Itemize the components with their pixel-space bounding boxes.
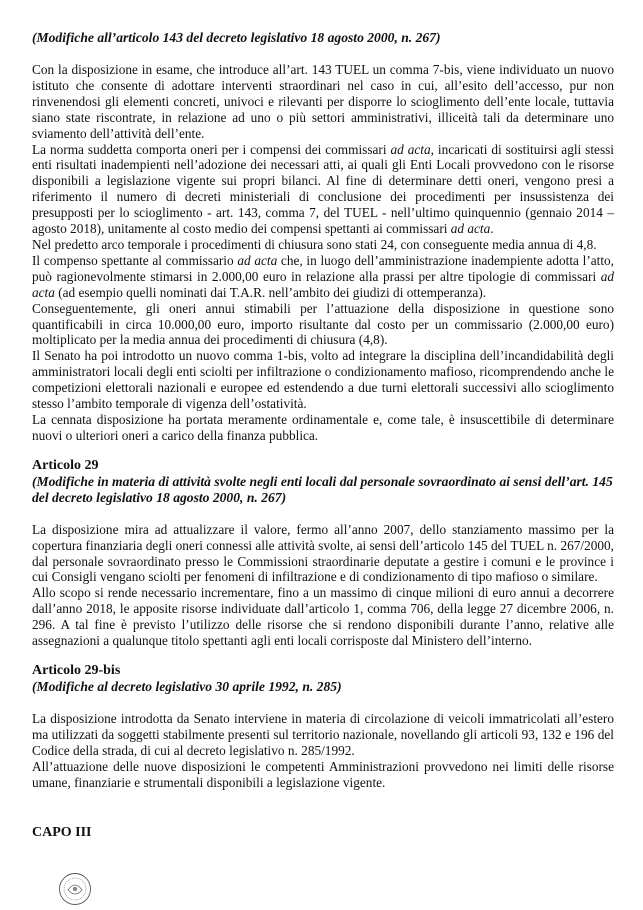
paragraph-text: (ad esempio quelli nominati dai T.A.R. nell’ambito dei giudizi di ottemperanza).: [54, 284, 487, 300]
paragraph: [32, 759, 614, 791]
paragraph-text: , incaricati di sostituirsi agli stessi enti risultati inadempienti nell’adozione dei necessari atti, ai quali gli Enti Locali provvedono con le risorse disponibili a legislazione vigente sui propri bilanci. Al fine di determinare detti oneri, vengono presi a riferimento il numero di decreti ministeriali di conclusione dei procedimenti per insussistenza dei presupposti per lo scioglimento - art. 143, comma 7, del TUEL - nell’ultimo quinquennio (gennaio 2014 – agosto 2018), unitamente al costo medio dei compensi spettanti ai commissari: [32, 141, 614, 237]
paragraph-text: La disposizione mira ad attualizzare il valore, fermo all’anno 2007, dello stanziamento massimo per la copertura finanziaria degli oneri connessi alle attività svolte, ai sensi dell’articolo 145 del TUEL n. 267/2000, dal personale sovraordinato presso le Commissioni straordinarie deputate a gestire i comuni e le province i cui Consigli vengano sciolti per fenomeni di infiltrazione e di condizionamento di tipo mafioso o similare.: [32, 521, 614, 585]
paragraph: [32, 301, 614, 349]
art29bis-heading: (Modifiche al decreto legislativo 30 aprile 1992, n. 285): [32, 679, 342, 694]
paragraph: [32, 522, 614, 586]
paragraph-text: .: [490, 221, 494, 237]
paragraph: [32, 253, 614, 301]
paragraph-text: Nel predetto arco temporale i procedimenti di chiusura sono stati 24, con conseguente media annua di 4,8.: [32, 236, 597, 252]
paragraph-text: Il Senato ha poi introdotto un nuovo comma 1-bis, volto ad integrare la disciplina dell’incandidabilità degli amministratori locali degli enti sciolti per infiltrazione o condizionamento mafioso, ricomprendendo anche le competizioni elettorali nazionali e europee ed estendendo a due turni elettorali successivi allo scioglimento stesso l’ambito temporale di vigenza dell’ostatività.: [32, 348, 614, 412]
paragraph-text: Con la disposizione in esame, che introduce all’art. 143 TUEL un comma 7-bis, viene individuato un nuovo istituto che consente di adottare interventi straordinari nel caso in cui, all’esito dell’accesso, pur non rinvenendosi gli elementi concreti, univoci e rilevanti per disporre lo scioglimento dell’ente locale, tuttavia siano state riscontrate, in relazione ad uno o più settori amministrativi, illiceità tali da determinare uno sviamento dell’attività dell’ente.: [32, 62, 614, 141]
document-page: [32, 30, 614, 841]
art28-heading: (Modifiche all’articolo 143 del decreto legislativo 18 agosto 2000, n. 267): [32, 30, 441, 45]
paragraph: [32, 412, 614, 444]
paragraph: [32, 62, 614, 142]
paragraph: [32, 348, 614, 412]
art29bis-body: [32, 711, 614, 791]
italic-term: ad acta: [237, 252, 278, 268]
paragraph-text: La norma suddetta comporta oneri per i compensi dei commissari: [32, 141, 391, 157]
paragraph: [32, 142, 614, 237]
italic-term: ad acta: [450, 221, 491, 237]
art29-heading: (Modifiche in materia di attività svolte negli enti locali dal personale sovraordinato ai sensi dell’art. 145 del decreto legislativo 18 agosto 2000, n. 267): [32, 473, 613, 505]
capo-heading: CAPO III: [32, 824, 92, 840]
paragraph-text: che, in luogo dell’amministrazione inadempiente adotta l’atto, può ragionevolmente stimarsi in 2.000,00 euro in relazione alla prassi per altre tipologie di commissari: [32, 252, 615, 284]
art29-body: [32, 522, 614, 649]
paragraph: [32, 711, 614, 759]
paragraph-text: La disposizione introdotta da Senato interviene in materia di circolazione di veicoli immatricolati all’estero ma utilizzati da soggetti stabilmente presenti sul territorio nazionale, novellando gli articoli 93, 132 e 196 del Codice della strada, di cui al decreto legislativo n. 285/1992.: [32, 711, 614, 758]
italic-term: ad acta: [32, 268, 614, 300]
paragraph: [32, 585, 614, 649]
paragraph-text: All’attuazione delle nuove disposizioni le competenti Amministrazioni provvedono nei limiti delle risorse umane, finanziarie e strumentali disponibili a legislazione vigente.: [32, 758, 614, 790]
art28-body: [32, 62, 614, 444]
art29bis-title: Articolo 29-bis: [32, 663, 121, 678]
paragraph: [32, 237, 614, 253]
official-seal-stamp: [58, 872, 92, 906]
italic-term: ad acta: [390, 141, 431, 157]
paragraph-text: Il compenso spettante al commissario: [32, 252, 238, 268]
art29-title: Articolo 29: [32, 457, 99, 473]
paragraph-text: La cennata disposizione ha portata meramente ordinamentale e, come tale, è insuscettibile di determinare nuovi o ulteriori oneri a carico della finanza pubblica.: [32, 411, 614, 443]
paragraph-text: Conseguentemente, gli oneri annui stimabili per l’attuazione della disposizione in questione sono quantificabili in circa 10.000,00 euro, importo risultante dal costo per un commissario (2.000,00 euro) moltiplicato per la media annua dei procedimenti di chiusura (4,8).: [32, 300, 614, 348]
paragraph-text: Allo scopo si rende necessario incrementare, fino a un massimo di cinque milioni di euro annui a decorrere dall’anno 2018, le apposite risorse individuate dall’articolo 1, comma 706, della legge 27 dicembre 2006, n. 296. A tal fine è previsto l’utilizzo delle risorse che si rendono disponibili durante l’anno, relative alle assegnazioni a qualunque titolo spettanti agli enti locali corrisposte dal Ministero dell’interno.: [32, 585, 614, 649]
